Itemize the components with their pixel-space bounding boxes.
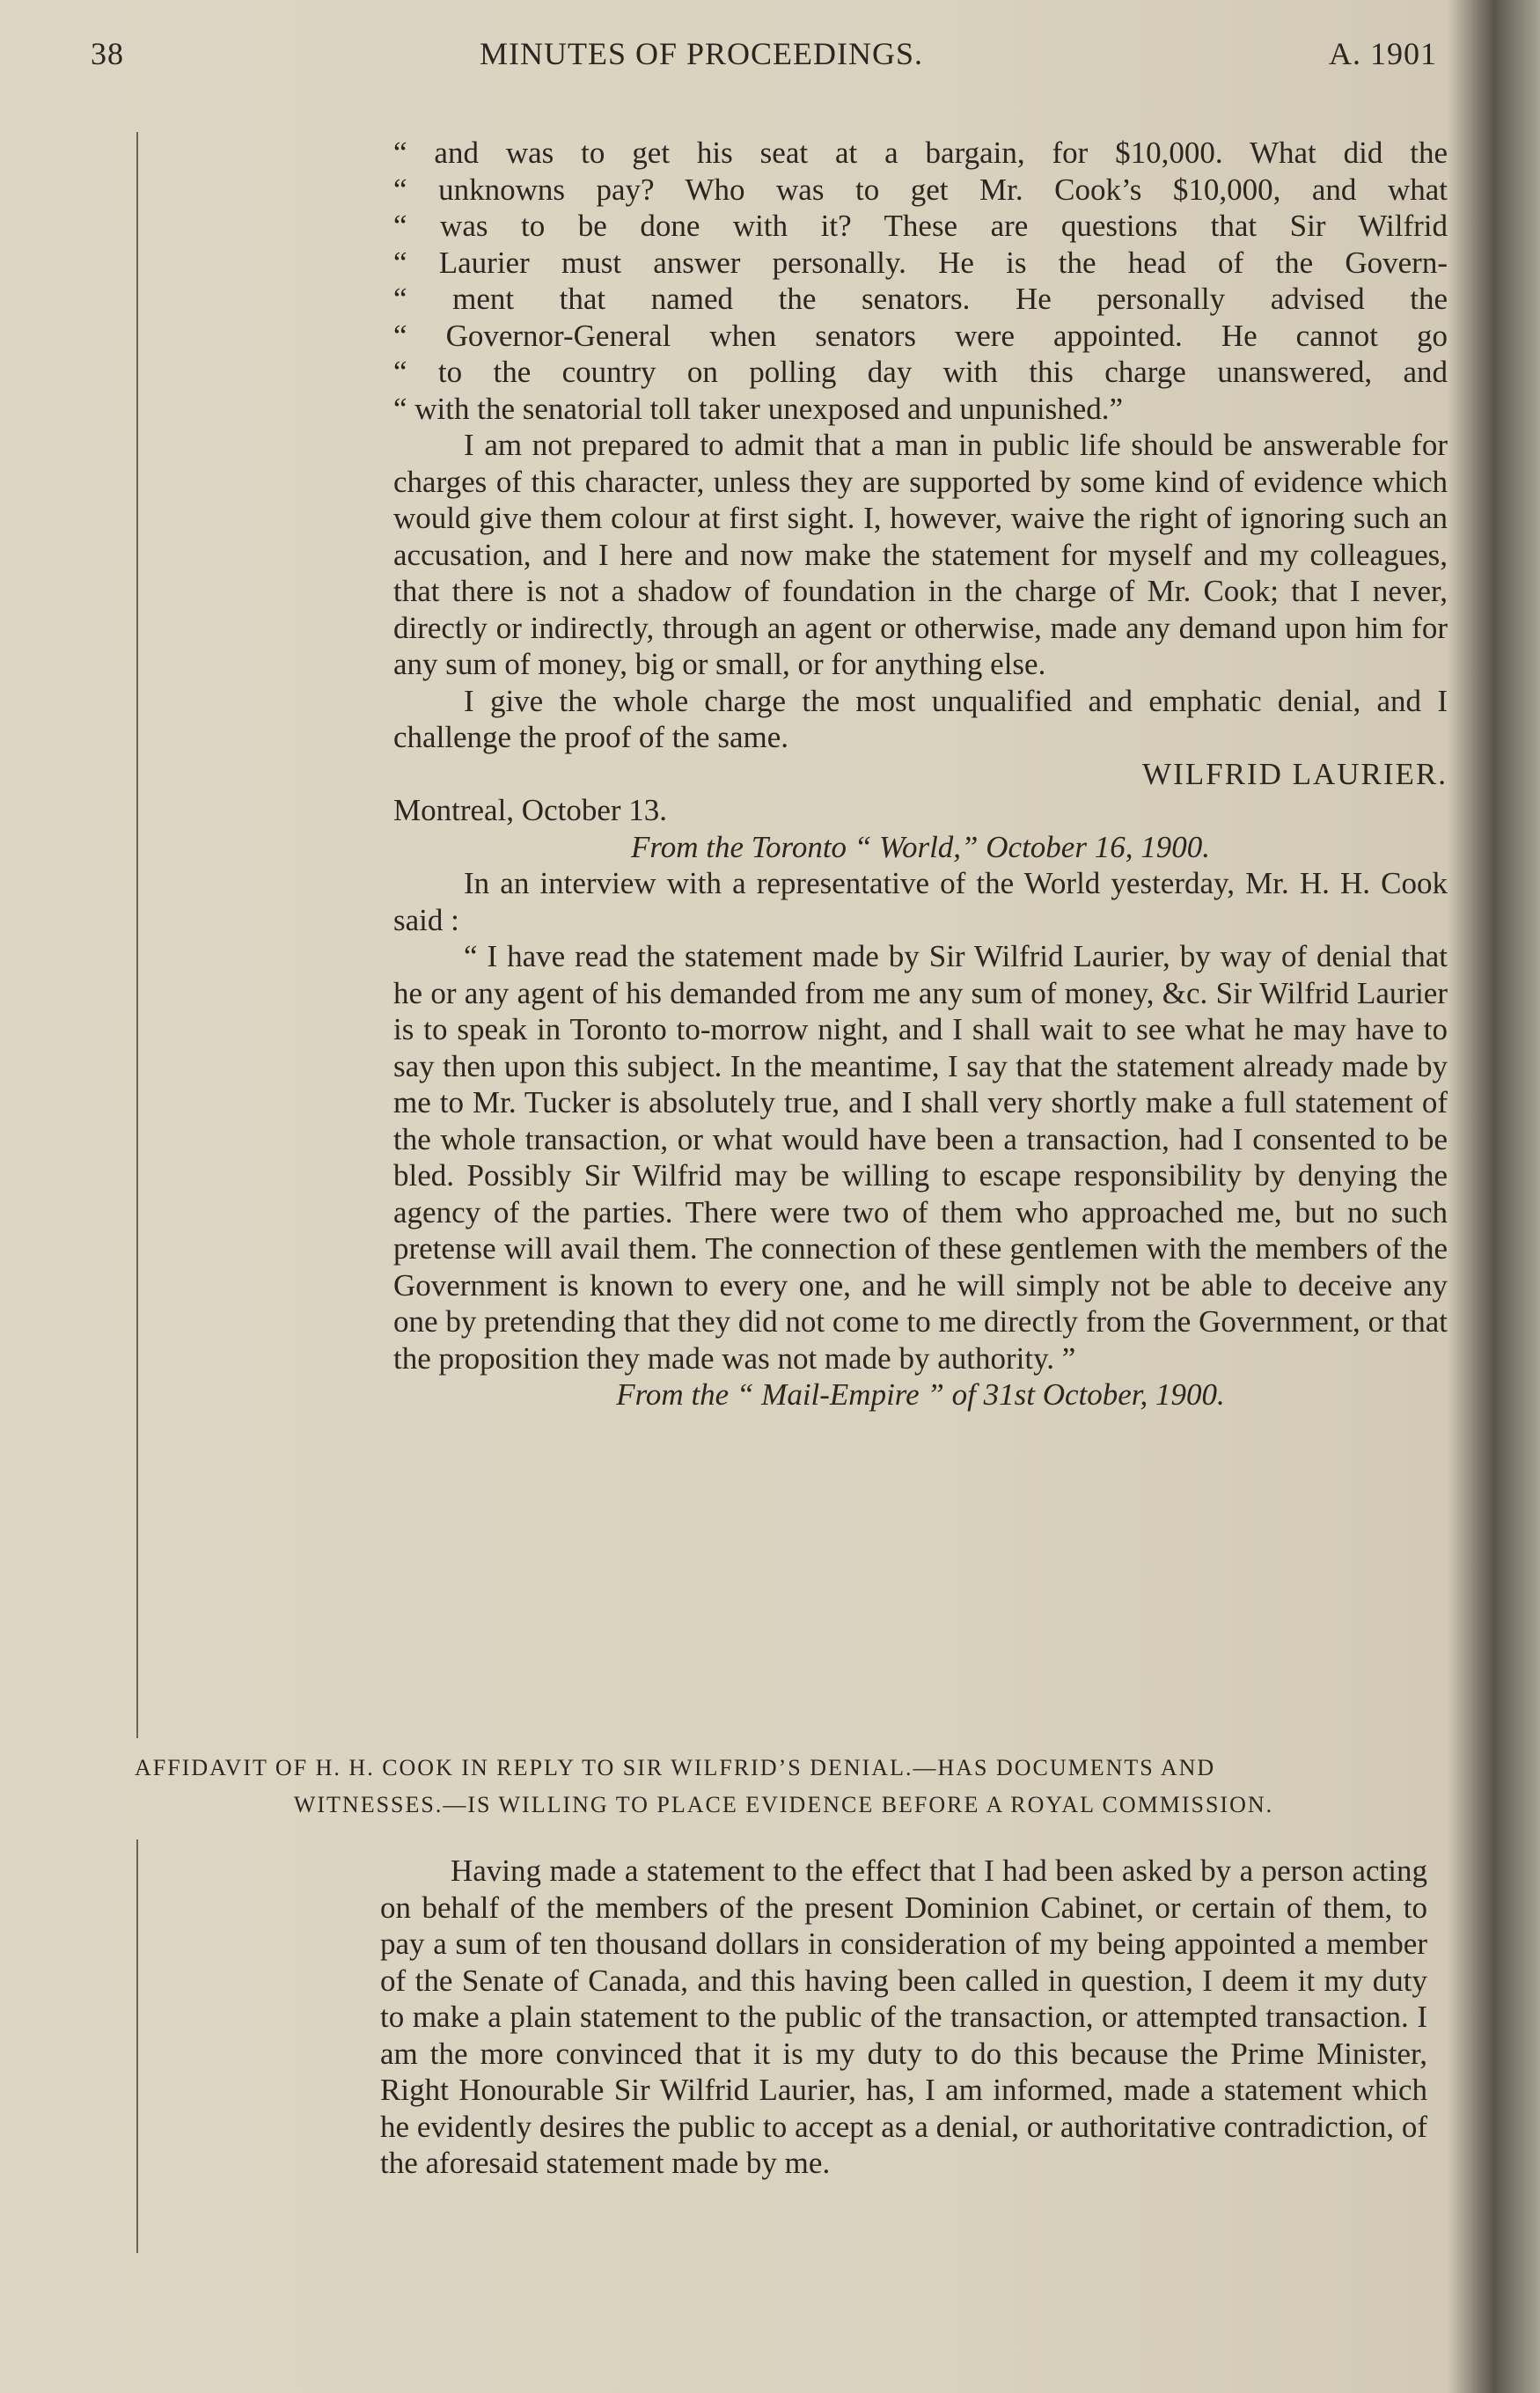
quote-line: “ to the country on polling day with this charge unanswered, and bbox=[393, 355, 1448, 389]
quote-line: “ and was to get his seat at a bargain, for $10,000. What did the bbox=[393, 136, 1448, 170]
caption-line-2: WITNESSES.—IS WILLING TO PLACE EVIDENCE BEFORE A ROYAL COMMISSION. bbox=[293, 1792, 1274, 1817]
quote-line: “ ment that named the senators. He personally advised the bbox=[393, 282, 1448, 316]
quote-line: “ with the senatorial toll taker unexposed and unpunished.” bbox=[393, 391, 1124, 426]
source-heading-world: From the Toronto “ World,” October 16, 1900. bbox=[631, 829, 1210, 864]
lower-text-column bbox=[380, 1853, 1427, 2182]
quote-line: “ unknowns pay? Who was to get Mr. Cook’s $10,000, and what bbox=[393, 172, 1448, 207]
affidavit-paragraph: Having made a statement to the effect that I had been asked by a person acting on behalf of the members of the present Dominion Cabinet, or certain of them, to pay a sum of ten thousand dollars in consideration of my being appointed a member of the Senate of Canada, and this having been called in question, I deem it my duty to make a plain statement to the public of the transaction, or attempted transaction. I am the more convinced that it is my duty to do this because the Prime Minister, Right Honourable Sir Wilfrid Laurier, has, I am informed, made a statement which he evidently desires the public to accept as a denial, or authoritative contradiction, of the aforesaid statement made by me. bbox=[380, 1853, 1427, 2180]
source-heading-mail-empire: From the “ Mail-Empire ” of 31st October, 1900. bbox=[616, 1377, 1225, 1412]
laurier-denial-paragraph: I give the whole charge the most unqualified and emphatic denial, and I challenge the proof of the same. bbox=[393, 683, 1448, 754]
margin-rule-top bbox=[136, 132, 138, 1738]
cook-quote-paragraph: “ I have read the statement made by Sir Wilfrid Laurier, by way of denial that he or any agent of his demanded from me any sum of money, &c. Sir Wilfrid Laurier is to speak in Toronto to-morrow night, and I shall wait to see what he may have to say then upon this subject. In the meantime, I say that the statement already made by me to Mr. Tucker is absolutely true, and I shall very shortly make a full statement of the whole transaction, or what would have been a transaction, had I consented to be bled. Possibly Sir Wilfrid may be willing to escape responsibility by denying the agency of the parties. There were two of them who approached me, but no such pretense will avail them. The connection of these gentlemen with the members of the Government is known to every one, and he will simply not be able to deceive any one by pretending that they did not come to me directly from the Government, or that the proposition they made was not made by authority. ” bbox=[393, 939, 1448, 1376]
dateline: Montreal, October 13. bbox=[393, 793, 668, 827]
page-number: 38 bbox=[91, 36, 124, 71]
interview-intro: In an interview with a representative of the World yesterday, Mr. H. H. Cook said : bbox=[393, 866, 1448, 937]
quote-line: “ Governor-General when senators were appointed. He cannot go bbox=[393, 318, 1448, 353]
laurier-statement-paragraph: I am not prepared to admit that a man in public life should be answerable for charges of this character, unless they are supported by some kind of evidence which would give them colour at first sight. I, however, waive the right of ignoring such an accusation, and I here and now make the statement for myself and my colleagues, that there is not a shadow of foundation in the charge of Mr. Cook; that I never, directly or indirectly, through an agent or otherwise, made any demand upon him for any sum of money, big or small, or for anything else. bbox=[393, 428, 1448, 681]
running-title: MINUTES OF PROCEEDINGS. bbox=[480, 36, 924, 71]
quote-line: “ Laurier must answer personally. He is the head of the Govern- bbox=[393, 245, 1448, 280]
caption-line-1: AFFIDAVIT OF H. H. COOK IN REPLY TO SIR WILFRID’S DENIAL.—HAS DOCUMENTS AND bbox=[135, 1755, 1216, 1780]
page-header bbox=[0, 35, 1496, 79]
upper-text-column bbox=[393, 135, 1448, 1413]
affidavit-caption bbox=[135, 1750, 1433, 1824]
margin-rule-bottom bbox=[136, 1839, 138, 2253]
quote-line: “ was to be done with it? These are questions that Sir Wilfrid bbox=[393, 209, 1448, 243]
session-year: A. 1901 bbox=[1329, 36, 1437, 71]
signature: WILFRID LAURIER. bbox=[1142, 756, 1448, 791]
